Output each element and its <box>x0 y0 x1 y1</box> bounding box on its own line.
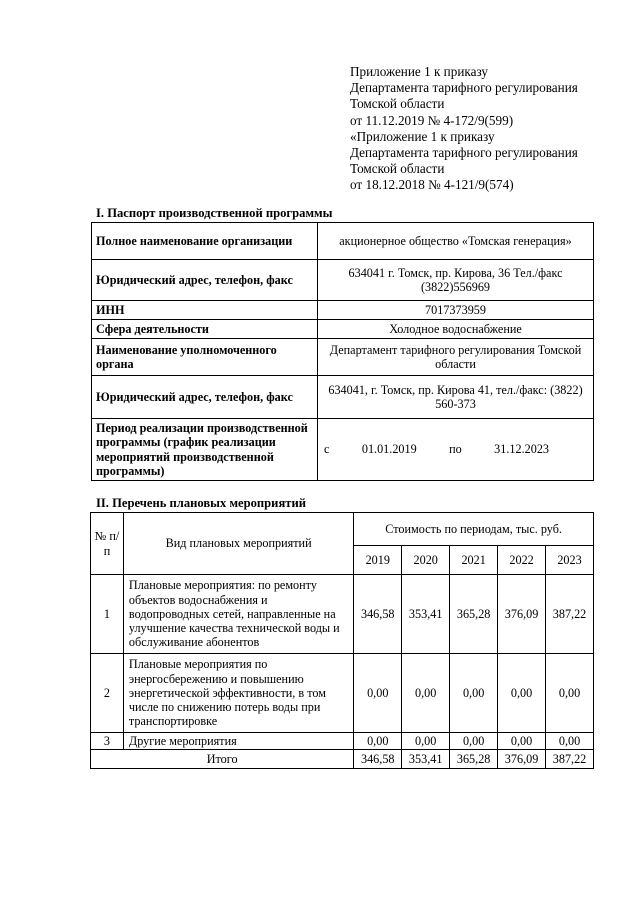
period-from-word: с <box>324 442 330 457</box>
passport-label: Наименование уполномоченного органа <box>92 339 318 376</box>
row-value: 0,00 <box>402 733 450 750</box>
table-row <box>91 733 594 750</box>
row-desc: Плановые мероприятия по энергосбережению и повышению энергетической эффективности, в том числе по снижению потерь воды при транспортировке <box>123 654 353 733</box>
row-value: 353,41 <box>402 575 450 654</box>
row-value: 376,09 <box>498 575 546 654</box>
total-value: 353,41 <box>402 750 450 769</box>
passport-period <box>318 419 594 481</box>
row-value: 0,00 <box>498 654 546 733</box>
year-header: 2023 <box>546 546 594 575</box>
col-header-num: № п/п <box>91 513 124 575</box>
row-value: 0,00 <box>354 733 402 750</box>
row-num: 3 <box>91 733 124 750</box>
year-header: 2022 <box>498 546 546 575</box>
passport-table <box>91 222 594 481</box>
row-value: 0,00 <box>450 654 498 733</box>
row-value: 0,00 <box>498 733 546 750</box>
total-value: 387,22 <box>546 750 594 769</box>
col-header-type: Вид плановых мероприятий <box>123 513 353 575</box>
passport-value: акционерное общество «Томская генерация» <box>318 223 594 260</box>
passport-label: Сфера деятельности <box>92 320 318 339</box>
passport-label: Полное наименование организации <box>92 223 318 260</box>
row-desc: Плановые мероприятия: по ремонту объектов водоснабжения и водопроводных сетей, направленные на улучшение качества технической воды и обслуживание абонентов <box>123 575 353 654</box>
passport-label: Юридический адрес, телефон, факс <box>92 260 318 301</box>
total-value: 365,28 <box>450 750 498 769</box>
passport-value: 7017373959 <box>318 301 594 320</box>
row-value: 0,00 <box>450 733 498 750</box>
period-to: 31.12.2023 <box>494 442 549 457</box>
section-title-passport: I. Паспорт производственной программы <box>96 206 333 220</box>
total-row <box>91 750 594 769</box>
passport-row <box>92 339 594 376</box>
row-num: 1 <box>91 575 124 654</box>
table-row <box>91 575 594 654</box>
passport-row <box>92 301 594 320</box>
row-value: 0,00 <box>546 733 594 750</box>
row-desc: Другие мероприятия <box>123 733 353 750</box>
passport-row <box>92 260 594 301</box>
document-header: Приложение 1 к приказу Департамента тарифного регулирования Томской области от 11.12.2019 № 4-172/9(599) «Приложение 1 к приказу Департамента тарифного регулирования Томской области от 18.12.2018 № 4-121/9(574) <box>350 64 578 193</box>
period-from: 01.01.2019 <box>361 442 417 457</box>
row-value: 0,00 <box>546 654 594 733</box>
row-value: 387,22 <box>546 575 594 654</box>
passport-value: Холодное водоснабжение <box>318 320 594 339</box>
row-value: 0,00 <box>402 654 450 733</box>
passport-row <box>92 320 594 339</box>
section-title-plan: II. Перечень плановых мероприятий <box>96 496 306 510</box>
col-header-cost: Стоимость по периодам, тыс. руб. <box>354 513 594 546</box>
plan-table <box>90 512 594 769</box>
passport-row <box>92 419 594 481</box>
row-value: 0,00 <box>354 654 402 733</box>
year-header: 2021 <box>450 546 498 575</box>
passport-value: Департамент тарифного регулирования Томской области <box>318 339 594 376</box>
passport-label: ИНН <box>92 301 318 320</box>
row-value: 346,58 <box>354 575 402 654</box>
plan-header-row <box>91 513 594 546</box>
row-value: 365,28 <box>450 575 498 654</box>
passport-label: Период реализации производственной программы (график реализации мероприятий производственной программы) <box>92 419 318 481</box>
passport-label: Юридический адрес, телефон, факс <box>92 376 318 419</box>
row-num: 2 <box>91 654 124 733</box>
table-row <box>91 654 594 733</box>
passport-row <box>92 376 594 419</box>
passport-value: 634041, г. Томск, пр. Кирова 41, тел./факс: (3822) 560-373 <box>318 376 594 419</box>
passport-value: 634041 г. Томск, пр. Кирова, 36 Тел./факс (3822)556969 <box>318 260 594 301</box>
year-header: 2019 <box>354 546 402 575</box>
year-header: 2020 <box>402 546 450 575</box>
passport-row <box>92 223 594 260</box>
total-value: 346,58 <box>354 750 402 769</box>
period-to-word: по <box>449 442 462 457</box>
total-value: 376,09 <box>498 750 546 769</box>
total-label: Итого <box>91 750 354 769</box>
